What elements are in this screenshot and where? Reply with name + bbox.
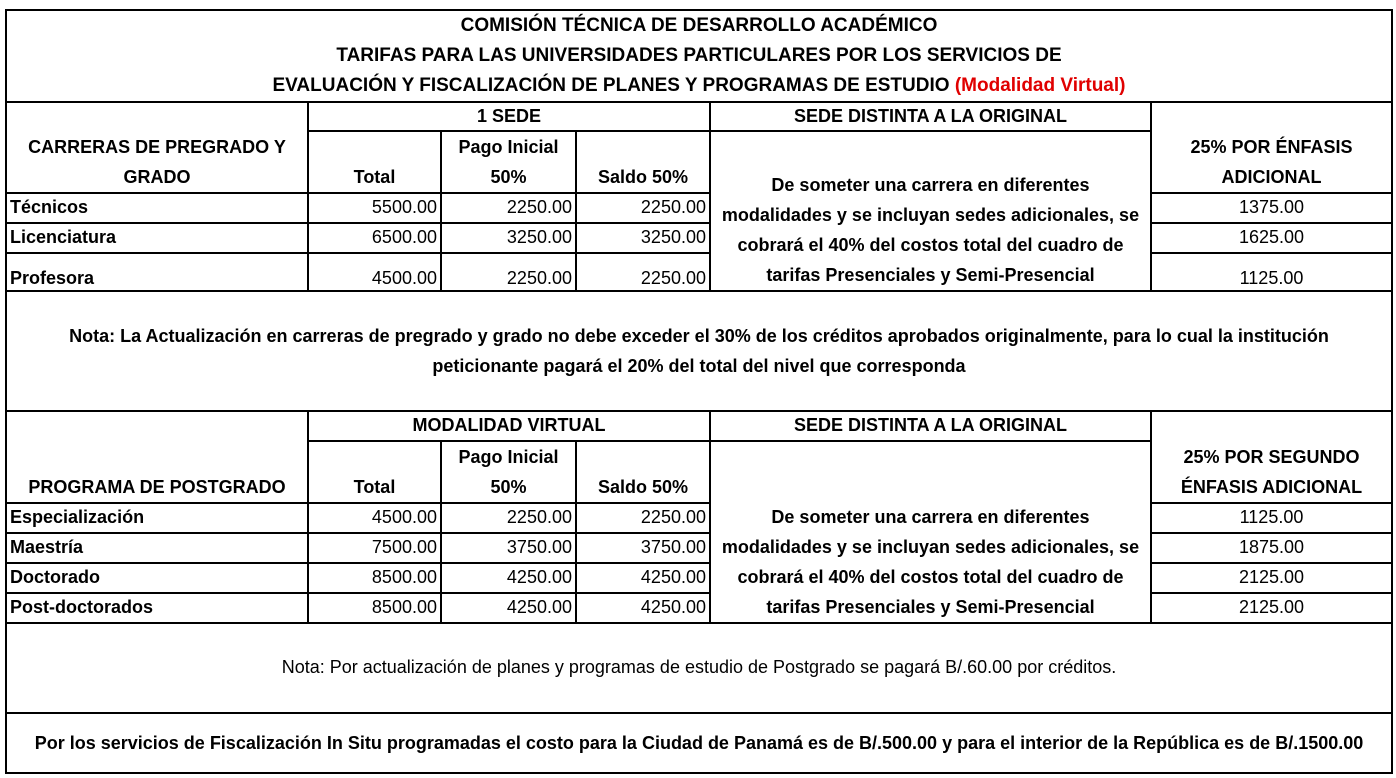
postgrado-row-enfasis: 2125.00	[1151, 593, 1392, 623]
pregrado-row-saldo: 2250.00	[576, 253, 710, 291]
postgrado-row-saldo: 4250.00	[576, 563, 710, 593]
pregrado-row-total: 4500.00	[308, 253, 441, 291]
pregrado-row-name: Técnicos	[6, 193, 308, 223]
postgrado-row-total: 7500.00	[308, 533, 441, 563]
postgrado-row-saldo: 2250.00	[576, 503, 710, 533]
pregrado-group-header-row	[6, 102, 1392, 131]
table-row	[6, 533, 1392, 563]
tarifas-table	[5, 9, 1393, 774]
postgrado-row-total: 8500.00	[308, 563, 441, 593]
nota-2-row	[6, 623, 1392, 713]
pregrado-col-name-header: CARRERAS DE PREGRADO Y GRADO	[6, 102, 308, 193]
table-row	[6, 193, 1392, 223]
postgrado-row-saldo: 4250.00	[576, 593, 710, 623]
postgrado-group-sede-distinta: SEDE DISTINTA A LA ORIGINAL	[710, 411, 1151, 441]
postgrado-col-pago-header: Pago Inicial 50%	[441, 441, 576, 503]
postgrado-row-pago: 4250.00	[441, 563, 576, 593]
postgrado-row-saldo: 3750.00	[576, 533, 710, 563]
postgrado-row-name: Especialización	[6, 503, 308, 533]
postgrado-row-pago: 4250.00	[441, 593, 576, 623]
nota-fiscalizacion-in-situ: Por los servicios de Fiscalización In Situ programadas el costo para la Ciudad de Panamá es de B/.500.00 y para el interior de la República es de B/.1500.00	[6, 713, 1392, 773]
postgrado-col-total-header: Total	[308, 441, 441, 503]
pregrado-col-saldo-header: Saldo 50%	[576, 131, 710, 193]
nota-actualizacion-postgrado: Nota: Por actualización de planes y programas de estudio de Postgrado se pagará B/.60.00 por créditos.	[6, 623, 1392, 713]
table-row	[6, 593, 1392, 623]
postgrado-row-name: Maestría	[6, 533, 308, 563]
title-line-3	[10, 71, 1388, 101]
pregrado-row-enfasis: 1375.00	[1151, 193, 1392, 223]
pregrado-row-pago: 2250.00	[441, 253, 576, 291]
postgrado-col-saldo-header: Saldo 50%	[576, 441, 710, 503]
title-row	[6, 10, 1392, 102]
nota-3-row	[6, 713, 1392, 773]
pregrado-col-pago-header: Pago Inicial 50%	[441, 131, 576, 193]
pregrado-group-1-sede: 1 SEDE	[308, 102, 710, 131]
postgrado-row-pago: 2250.00	[441, 503, 576, 533]
postgrado-col-enfasis-header: 25% POR SEGUNDO ÉNFASIS ADICIONAL	[1151, 411, 1392, 503]
postgrado-row-name: Doctorado	[6, 563, 308, 593]
pregrado-row-saldo: 2250.00	[576, 193, 710, 223]
modalidad-virtual-label: (Modalidad Virtual)	[954, 75, 1126, 96]
postgrado-row-enfasis: 2125.00	[1151, 563, 1392, 593]
postgrado-sede-distinta-note: De someter una carrera en diferentes modalidades y se incluyan sedes adicionales, se cobrará el 40% del costos total del cuadro de tarifas Presenciales y Semi-Presencial	[710, 441, 1151, 623]
postgrado-col-name-header: PROGRAMA DE POSTGRADO	[6, 411, 308, 503]
pregrado-group-sede-distinta: SEDE DISTINTA A LA ORIGINAL	[710, 102, 1151, 131]
pregrado-row-saldo: 3250.00	[576, 223, 710, 253]
pregrado-row-enfasis: 1625.00	[1151, 223, 1392, 253]
title-line-3-text: EVALUACIÓN Y FISCALIZACIÓN DE PLANES Y PROGRAMAS DE ESTUDIO	[272, 75, 950, 96]
pregrado-row-enfasis: 1125.00	[1151, 253, 1392, 291]
nota-1-row	[6, 291, 1392, 411]
document-title	[6, 10, 1392, 102]
postgrado-group-header-row	[6, 411, 1392, 441]
pregrado-row-pago: 3250.00	[441, 223, 576, 253]
pregrado-sede-distinta-note: De someter una carrera en diferentes modalidades y se incluyan sedes adicionales, se cobrará el 40% del costos total del cuadro de tarifas Presenciales y Semi-Presencial	[710, 131, 1151, 291]
postgrado-row-total: 4500.00	[308, 503, 441, 533]
table-row	[6, 253, 1392, 291]
postgrado-row-total: 8500.00	[308, 593, 441, 623]
postgrado-row-enfasis: 1875.00	[1151, 533, 1392, 563]
pregrado-col-total-header: Total	[308, 131, 441, 193]
postgrado-row-pago: 3750.00	[441, 533, 576, 563]
pregrado-col-enfasis-header: 25% POR ÉNFASIS ADICIONAL	[1151, 102, 1392, 193]
title-line-2: TARIFAS PARA LAS UNIVERSIDADES PARTICULARES POR LOS SERVICIOS DE	[336, 45, 1062, 66]
pregrado-row-name: Licenciatura	[6, 223, 308, 253]
pregrado-row-pago: 2250.00	[441, 193, 576, 223]
nota-actualizacion-pregrado: Nota: La Actualización en carreras de pregrado y grado no debe exceder el 30% de los créditos aprobados originalmente, para lo cual la institución peticionante pagará el 20% del total del nivel que corresponda	[6, 291, 1392, 411]
postgrado-group-modalidad-virtual: MODALIDAD VIRTUAL	[308, 411, 710, 441]
title-line-1: COMISIÓN TÉCNICA DE DESARROLLO ACADÉMICO	[460, 15, 938, 36]
pregrado-row-name: Profesora	[6, 253, 308, 291]
pregrado-row-total: 6500.00	[308, 223, 441, 253]
postgrado-row-name: Post-doctorados	[6, 593, 308, 623]
table-row	[6, 563, 1392, 593]
table-row	[6, 223, 1392, 253]
pregrado-row-total: 5500.00	[308, 193, 441, 223]
table-row	[6, 503, 1392, 533]
postgrado-row-enfasis: 1125.00	[1151, 503, 1392, 533]
